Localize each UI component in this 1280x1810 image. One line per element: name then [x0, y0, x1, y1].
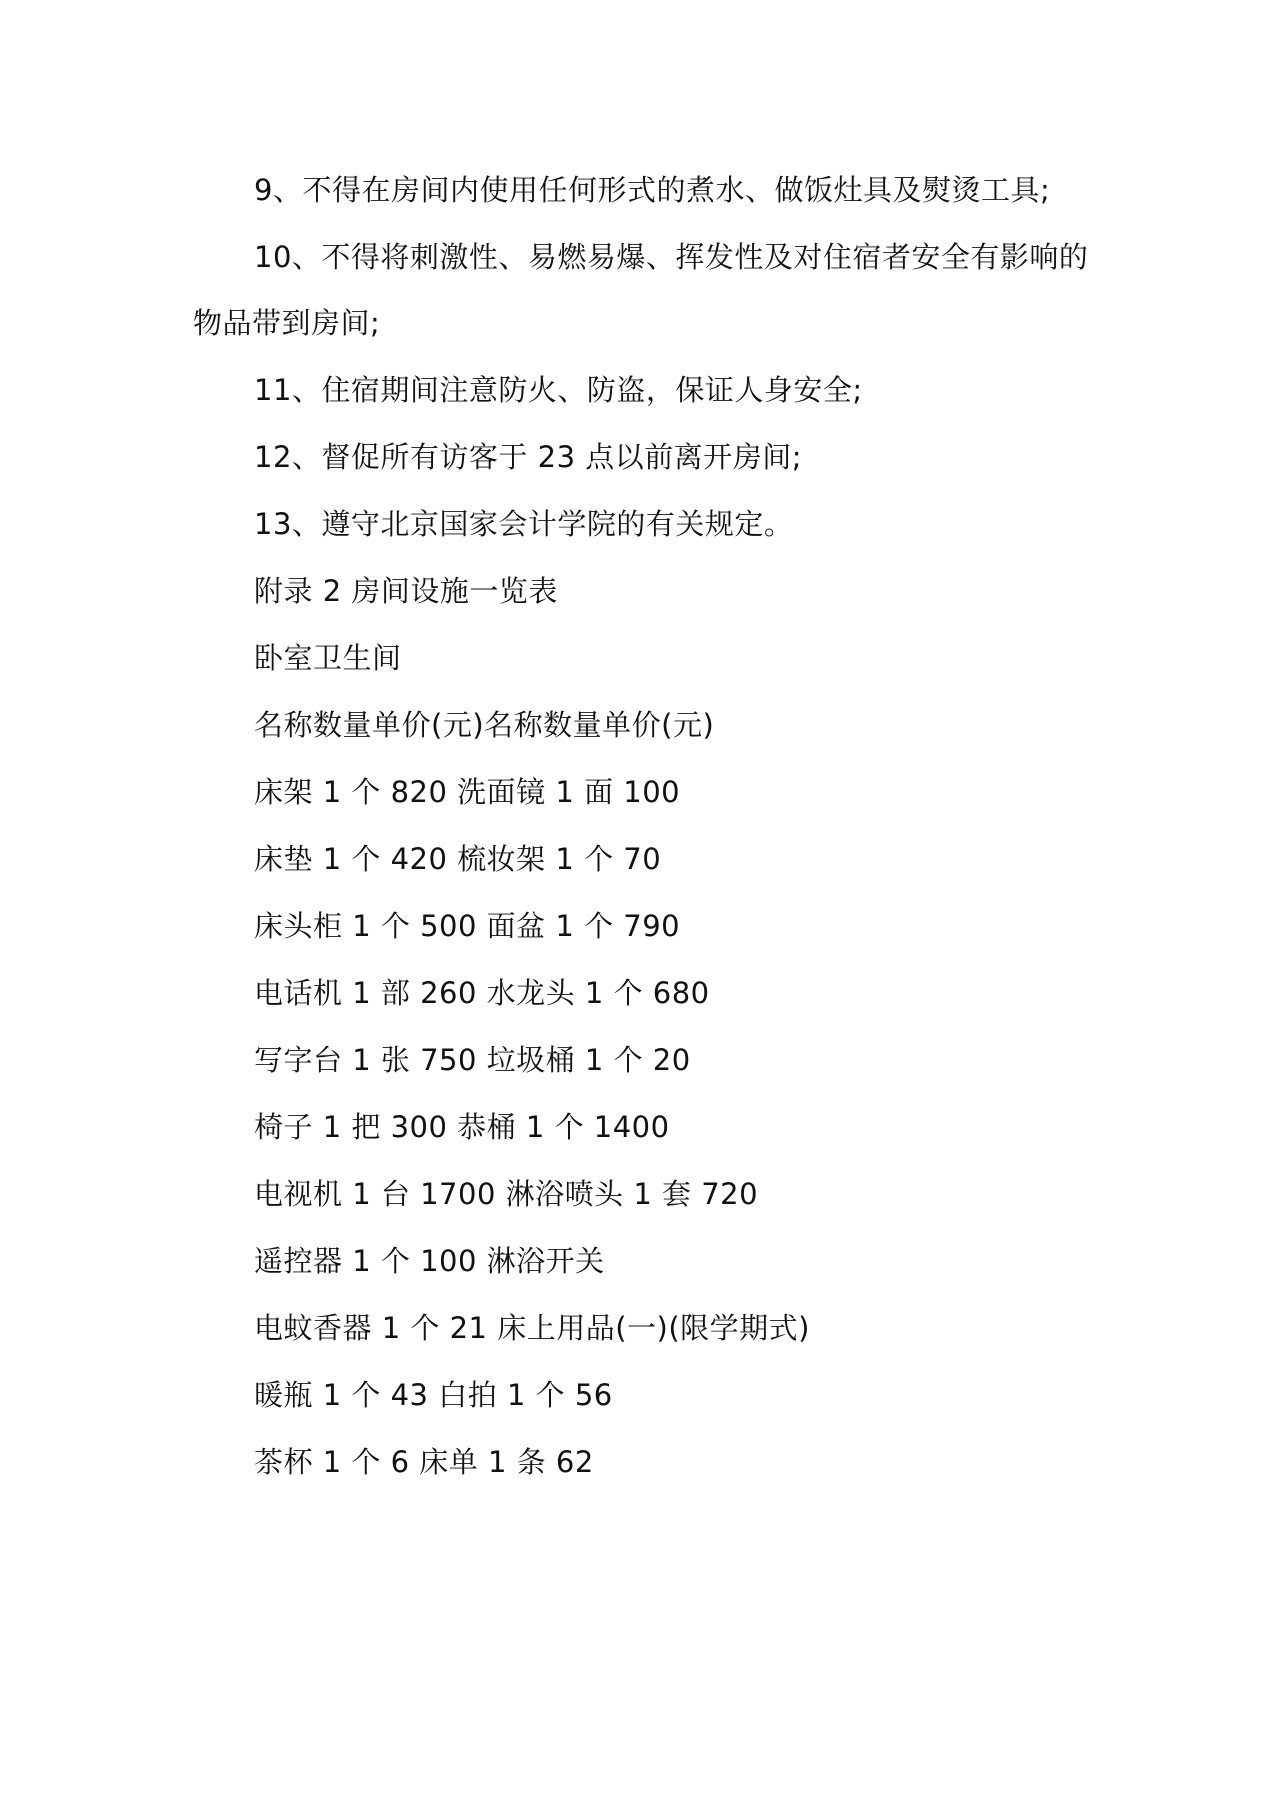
- table-row: 电蚊香器 1 个 21 床上用品(一)(限学期式): [254, 1311, 810, 1345]
- rule-10: 10、不得将刺激性、易燃易爆、挥发性及对住宿者安全有影响的: [254, 240, 1089, 274]
- table-row: 遥控器 1 个 100 淋浴开关: [254, 1244, 605, 1278]
- rule-11: 11、住宿期间注意防火、防盗，保证人身安全;: [254, 373, 863, 407]
- rule-13: 13、遵守北京国家会计学院的有关规定。: [254, 507, 794, 541]
- rule-9: 9、不得在房间内使用任何形式的煮水、做饭灶具及熨烫工具;: [254, 173, 1051, 207]
- table-row: 茶杯 1 个 6 床单 1 条 62: [254, 1445, 594, 1479]
- table-row: 电视机 1 台 1700 淋浴喷头 1 套 720: [254, 1177, 759, 1211]
- table-column-headers: 名称数量单价(元)名称数量单价(元): [254, 708, 715, 742]
- table-row: 床头柜 1 个 500 面盆 1 个 790: [254, 909, 681, 943]
- appendix-heading: 附录 2 房间设施一览表: [254, 574, 558, 608]
- table-row: 暖瓶 1 个 43 白拍 1 个 56: [254, 1378, 613, 1412]
- rule-12: 12、督促所有访客于 23 点以前离开房间;: [254, 440, 803, 474]
- table-row: 床架 1 个 820 洗面镜 1 面 100: [254, 775, 681, 809]
- table-row: 写字台 1 张 750 垃圾桶 1 个 20: [254, 1043, 691, 1077]
- table-row: 电话机 1 部 260 水龙头 1 个 680: [254, 976, 710, 1010]
- rule-10-continuation: 物品带到房间;: [193, 306, 381, 340]
- table-row: 椅子 1 把 300 恭桶 1 个 1400: [254, 1110, 670, 1144]
- table-row: 床垫 1 个 420 梳妆架 1 个 70: [254, 842, 662, 876]
- table-section-heading: 卧室卫生间: [254, 641, 402, 675]
